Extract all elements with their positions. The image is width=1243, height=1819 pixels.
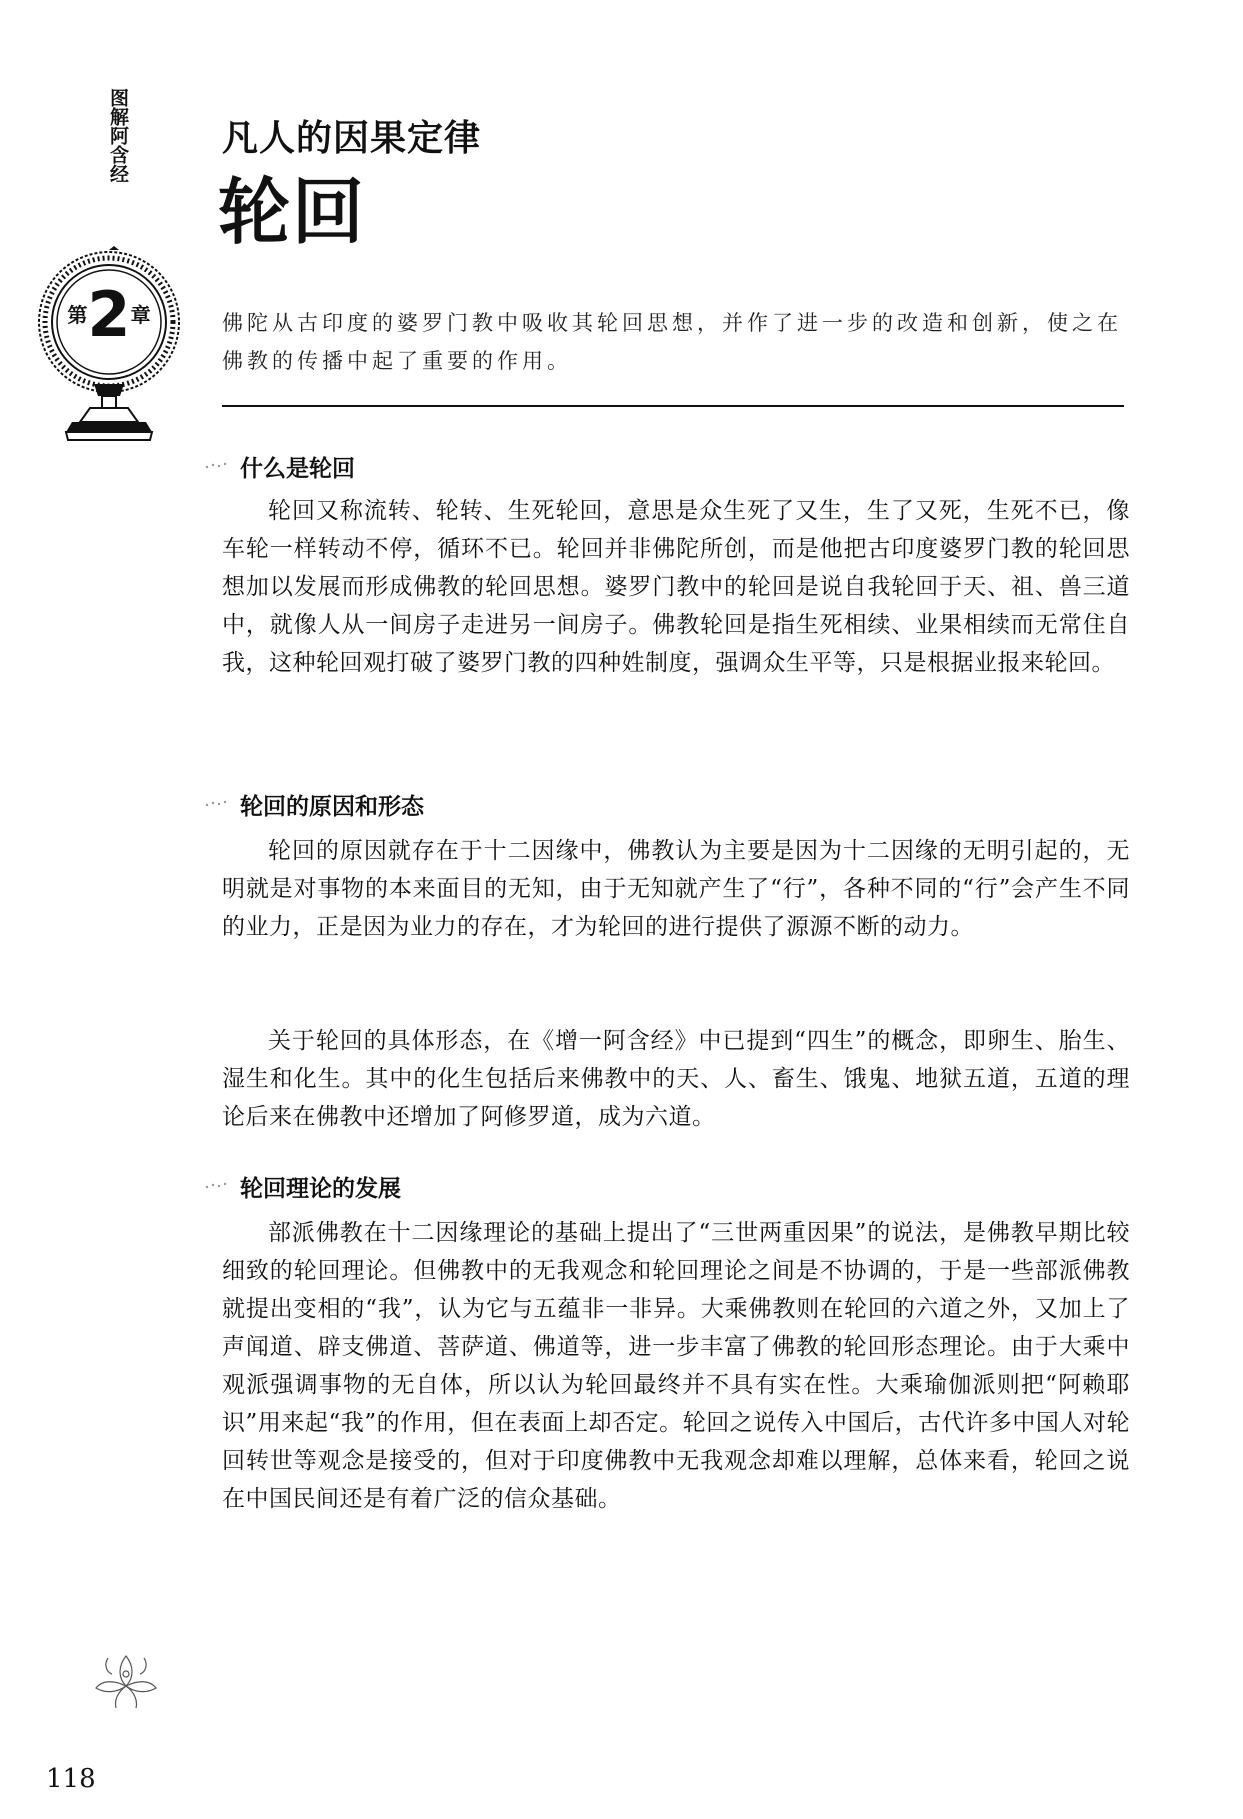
chapter-number: [36, 278, 182, 351]
chapter-prefix: 第: [67, 303, 88, 327]
section-dots-icon: [204, 458, 232, 472]
chapter-digit: 2: [87, 278, 131, 351]
subtitle: 凡人的因果定律: [222, 117, 482, 159]
chapter-badge: [36, 246, 182, 446]
page-number: 118: [46, 1764, 96, 1794]
section-heading-text: 什么是轮回: [240, 456, 355, 482]
divider: [222, 405, 1124, 407]
running-head: 图解阿含经: [107, 88, 129, 183]
lotus-flower-icon: [88, 1648, 164, 1712]
paragraph: 轮回又称流转、轮转、生死轮回，意思是众生死了又生，生了又死，生死不已，像车轮一样转动不停，循环不已。轮回并非佛陀所创，而是他把古印度婆罗门教的轮回思想加以发展而形成佛教的轮回思想。婆罗门教中的轮回是说自我轮回于天、祖、兽三道中，就像人从一间房子走进另一间房子。佛教轮回是指生死相续、业果相续而无常住自我，这种轮回观打破了婆罗门教的四种姓制度，强调众生平等，只是根据业报来轮回。: [222, 498, 1130, 676]
page-title: 轮回: [218, 170, 367, 254]
section-heading: [240, 454, 540, 484]
section-heading: [240, 1174, 540, 1204]
paragraph: 轮回的原因就存在于十二因缘中，佛教认为主要是因为十二因缘的无明引起的，无明就是对事物的本来面目的无知，由于无知就产生了“行”，各种不同的“行”会产生不同的业力，正是因为业力的存在，才为轮回的进行提供了源源不断的动力。: [222, 838, 1130, 940]
section-dots-icon: [204, 796, 232, 810]
intro-text: 佛陀从古印度的婆罗门教中吸收其轮回思想，并作了进一步的改造和创新，使之在佛教的传播中起了重要的作用。: [222, 311, 1122, 373]
section-dots-icon: [204, 1178, 232, 1192]
section-heading-text: 轮回的原因和形态: [240, 794, 424, 820]
paragraph: 部派佛教在十二因缘理论的基础上提出了“三世两重因果”的说法，是佛教早期比较细致的轮回理论。但佛教中的无我观念和轮回理论之间是不协调的，于是一些部派佛教就提出变相的“我”，认为它与五蕴非一非异。大乘佛教则在轮回的六道之外，又加上了声闻道、辟支佛道、菩萨道、佛道等，进一步丰富了佛教的轮回形态理论。由于大乘中观派强调事物的无自体，所以认为轮回最终并不具有实在性。大乘瑜伽派则把“阿赖耶识”用来起“我”的作用，但在表面上却否定。轮回之说传入中国后，古代许多中国人对轮回转世等观念是接受的，但对于印度佛教中无我观念却难以理解，总体来看，轮回之说在中国民间还是有着广泛的信众基础。: [222, 1220, 1130, 1512]
chapter-suffix: 章: [130, 303, 151, 327]
section-heading: [240, 792, 540, 822]
paragraph: 关于轮回的具体形态，在《增一阿含经》中已提到“四生”的概念，即卵生、胎生、湿生和化生。其中的化生包括后来佛教中的天、人、畜生、饿鬼、地狱五道，五道的理论后来在佛教中还增加了阿修罗道，成为六道。: [222, 1028, 1130, 1130]
section-heading-text: 轮回理论的发展: [240, 1176, 401, 1202]
